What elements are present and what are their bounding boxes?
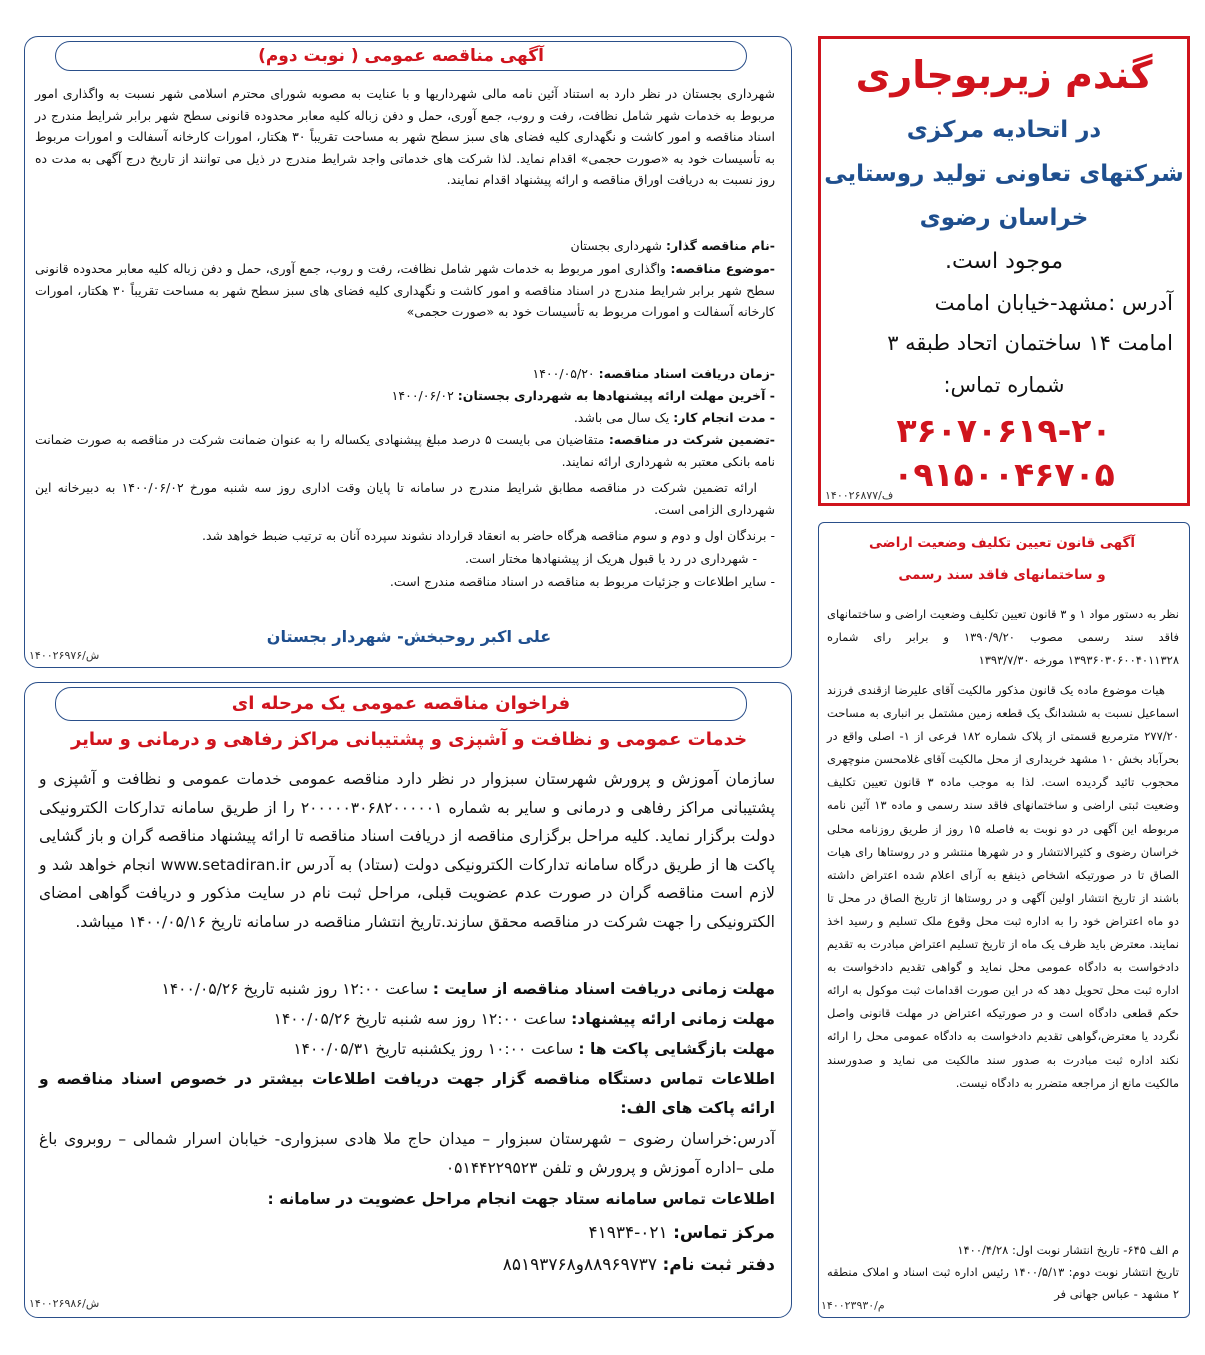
call-setad-heading: اطلاعات تماس سامانه ستاد جهت انجام مراحل عضویت در سامانه :: [267, 1190, 775, 1208]
call-code: ۱۴۰۰۲۶۹۸۶/ش: [29, 1297, 100, 1310]
land-title1: آگهی قانون تعیین تکلیف وضعیت اراضی: [869, 535, 1135, 551]
wheat-line1: در اتحادیه مرکزی: [906, 117, 1102, 143]
bid-label: مهلت زمانی ارائه پیشنهاد:: [571, 1010, 775, 1028]
wheat-title: گندم زیربوجاری: [855, 53, 1153, 97]
tender-duration: [35, 407, 775, 429]
land-paragraph-2: هیات موضوع ماده یک قانون مذکور مالکیت آقای علیرضا ازقندی فرزند اسماعیل نسبت به ششدانگ یک قطعه زمین مشتمل بر انباری به مساحت ۲۷۷/۲۰ مترمربع قسمتی از پلاک شماره ۱۸۲ فرعی از ۱- اصلی واقع در بحرآباد بخش ۱۰ مشهد خریداری از محل مالکیت آقای غلامحسن منوچهری محجوب تائید گردیده است. لذا به موجب ماده ۳ قانون تعیین تکلیف وضعیت ثبتی اراضی و ساختمانهای فاقد سند رسمی و ماده ۱۳ آئین نامه مربوطه این آگهی در دو نوبت به فاصله ۱۵ روز از طریق روزنامه محلی خراسان رضوی و کثیرالانتشار و در شهرها منتشر و در روستاها رای هیات الصاق تا در صورتیکه اشخاص ذینفع به آرای اعلام شده اعتراض داشته باشند از تاریخ انتشار اولین آگهی و در روستاها از تاریخ الصاق در محل تا دو ماه اعتراض خود را به اداره ثبت محل وقوع ملک تسلیم و رسید اخذ نمایند. معترض باید ظرف یک ماه از تاریخ تسلیم اعتراض مبادرت به تقدیم دادخواست به دادگاه عمومی محل نماید و گواهی تقدیم دادخواست به اداره ثبت محل تحویل دهد که در این صورت اقدامات ثبت موکول به ارائه حکم قطعی دادگاه است و در صورتیکه اعتراض در مهلت قانونی واصل نگردد یا معترض،گواهی تقدیم دادخواست به دادگاه عمومی محل را ارائه نکند اداره ثبت مبادرت به صدور سند مالکیت می نماید و صدورسند مالکیت مانع از مراجعه متضرر به دادگاه نیست.: [827, 683, 1180, 1090]
call-body: سازمان آموزش و پرورش شهرستان سبزوار در نظر دارد مناقصه عمومی خدمات عمومی و نظافت و آشپزی و پشتیبانی مراکز رفاهی و درمانی و سایر به شماره ۲۰۰۰۰۰۳۰۶۸۲۰۰۰۰۰۱ را از طریق سامانه تدارکات الکترونیکی دولت برگزار نماید. کلیه مراحل برگزاری مناقصه از دریافت اسناد مناقصه تا ارائه پیشنهاد مناقصه گران و باز گشایی پاکت ها از طریق درگاه سامانه تدارکات الکترونیکی دولت (ستاد) به آدرس www.setadiran.ir انجام خواهد شد و لازم است مناقصه گران در صورت عدم عضویت قبلی، مراحل ثبت نام در سایت مذکور و دریافت گواهی امضای الکترونیکی را جهت شرکت در مناقصه محقق سازند.تاریخ انتشار مناقصه در سامانه تاریخ ۱۴۰۰/۰۵/۱۶ میباشد.: [39, 770, 776, 931]
subject-value: واگذاری امور مربوط به خدمات شهر شامل نظافت، رفت و روب، جمع آوری، حمل و دفن زباله کلیه معابر محدوده قانونی سطح شهر برابر شرایط مندرج در اسناد مناقصه و امور کاشت و نگهداری کلیه فضای های سبز سطح شهر به مساحت تقریباً ۳۰ هکتار، امورات کارخانه آسفالت و امورات مربوط به تأسیسات خود به «صورت حجمی»: [35, 261, 775, 319]
deadline-value: ۱۴۰۰/۰۶/۰۲: [391, 388, 454, 403]
tender-code: ۱۴۰۰۲۶۹۷۶/ش: [29, 649, 100, 662]
doc-label: مهلت زمانی دریافت اسناد مناقصه از سایت :: [432, 980, 775, 998]
tender-submit-note: ارائه تضمین شرکت در مناقصه مطابق شرایط مندرج در سامانه تا پایان وقت اداری روز سه شنبه مورخ ۱۴۰۰/۰۶/۰۲ به دبیرخانه این شهرداری الزامی است.: [35, 480, 775, 517]
tender-signature: علی اکبر روحبخش- شهردار بجستان: [266, 627, 552, 646]
wheat-phone2: ۰۹۱۵۰۰۴۶۷۰۵: [893, 455, 1115, 494]
receive-label: -زمان دریافت اسناد مناقصه:: [598, 366, 775, 381]
land-law-notice: [818, 522, 1190, 1318]
center-label: مرکز تماس:: [673, 1223, 775, 1243]
tender-other-note: - سایر اطلاعات و جزئیات مربوط به مناقصه در اسناد مناقصه مندرج است.: [389, 574, 775, 589]
tender-title: آگهی مناقصه عمومی ( نوبت دوم): [258, 46, 544, 66]
call-contact-heading: اطلاعات تماس دستگاه مناقصه گزار جهت دریافت اطلاعات بیشتر در خصوص اسناد مناقصه و ارائه پاکت های الف:: [39, 1070, 775, 1117]
call-title-banner: [55, 687, 747, 721]
office-label: دفتر ثبت نام:: [662, 1255, 775, 1275]
tender-title-banner: [55, 41, 747, 71]
call-office-phone: [39, 1251, 775, 1279]
guarantee-value: متقاضیان می بایست ۵ درصد مبلغ پیشنهادی یکساله را به عنوان ضمانت شرکت در مناقصه به صورت ضمانت نامه بانکی معتبر به شهرداری ارائه نمایند.: [35, 432, 775, 469]
call-subtitle: خدمات عمومی و نظافت و آشپزی و پشتیبانی مراکز رفاهی و درمانی و سایر: [70, 729, 748, 750]
duration-label: - مدت انجام کار:: [673, 410, 775, 425]
subject-label: -موضوع مناقصه:: [670, 261, 775, 276]
land-first-publication: م الف ۶۴۵- تاریخ انتشار نوبت اول: ۱۴۰۰/۴/۲۸: [957, 1243, 1179, 1257]
open-label: مهلت بازگشایی پاکت ها :: [578, 1040, 775, 1058]
center-value: ۰۲۱-۴۱۹۳۴: [588, 1223, 668, 1243]
tender-call-sabzevar: [24, 682, 792, 1318]
receive-value: ۱۴۰۰/۰۵/۲۰: [532, 366, 595, 381]
wheat-phone1: ۳۶۰۷۰۶۱۹-۲۰: [896, 411, 1112, 450]
tender-receive-time: [35, 363, 775, 385]
tender-intro: شهرداری بجستان در نظر دارد به استناد آئین نامه مالی شهرداریها و با عنایت به مصوبه شورای محترم اسلامی شهر نسبت به واگذاری امور مربوط به خدمات شهر شامل نظافت، رفت و روب، جمع آوری، حمل و دفن زباله کلیه معابر محدوده قانونی سطح شهر برابر شرایط مندرج در اسناد مناقصه و امور کاشت و نگهداری کلیه فضای های سبز سطح شهر به مساحت تقریباً ۳۰ هکتار، امورات کارخانه آسفالت و امورات مربوط به تأسیسات خود به «صورت حجمی» اقدام نماید. لذا شرکت های خدماتی واجد شرایط مندرج در ذیل می توانند از تاریخ درج آگهی به مدت ده روز نسبت به دریافت اوراق مناقصه و ارائه پیشنهاد اقدام نمایند.: [35, 86, 775, 187]
land-title2: و ساختمانهای فاقد سند رسمی: [898, 567, 1106, 583]
call-doc-deadline: [39, 975, 775, 1004]
open-value: ساعت ۱۰:۰۰ روز یکشنبه تاریخ ۱۴۰۰/۰۵/۳۱: [293, 1040, 574, 1058]
wheat-address1: آدرس :مشهد-خیابان امامت: [934, 291, 1173, 315]
tender-winners-note: - برندگان اول و دوم و سوم مناقصه هرگاه حاضر به انعقاد قرارداد نشوند سپرده آنان به ترتیب ضبط خواهد شد.: [202, 528, 775, 543]
wheat-notice: [818, 36, 1190, 506]
tender-subject: [35, 258, 775, 323]
doc-value: ساعت ۱۲:۰۰ روز شنبه تاریخ ۱۴۰۰/۰۵/۲۶: [161, 980, 428, 998]
call-bid-deadline: [39, 1005, 775, 1034]
bid-value: ساعت ۱۲:۰۰ روز سه شنبه تاریخ ۱۴۰۰/۰۵/۲۶: [273, 1010, 567, 1028]
land-code: ۱۴۰۰۲۳۹۳۰/م: [821, 1299, 885, 1312]
call-address: آدرس:خراسان رضوی – شهرستان سبزوار – میدان حاج ملا هادی سبزواری- خیابان اسرار شمالی – روبروی باغ ملی –اداره آموزش و پرورش و تلفن ۰۵۱۴۴۲۲۹۵۲۳: [39, 1130, 775, 1177]
tender-deadline: [35, 385, 775, 407]
wheat-line4: موجود است.: [944, 249, 1064, 274]
call-open-deadline: [39, 1035, 775, 1064]
tender-guarantee: [35, 429, 775, 472]
duration-value: یک سال می باشد.: [573, 410, 670, 425]
wheat-code: ۱۴۰۰۲۶۸۷۷/ف: [825, 489, 894, 502]
deadline-label: - آخرین مهلت ارائه پیشنهادها به شهرداری بجستان:: [457, 388, 775, 403]
organizer-label: -نام مناقصه گذار:: [665, 238, 775, 253]
tender-organizer: [35, 235, 775, 257]
call-center-phone: [39, 1219, 775, 1247]
wheat-line3: خراسان رضوی: [919, 205, 1089, 231]
tender-reject-note: - شهرداری در رد یا قبول هریک از پیشنهادها مختار است.: [465, 551, 757, 566]
wheat-address2: امامت ۱۴ ساختمان اتحاد طبقه ۳: [887, 331, 1173, 355]
organizer-value: شهرداری بجستان: [570, 238, 662, 253]
land-paragraph-1: نظر به دستور مواد ۱ و ۳ قانون تعیین تکلیف وضعیت اراضی و ساختمانهای فاقد سند رسمی مصوب ۱۳۹۰/۹/۲۰ و برابر رای شماره ۱۳۹۳۶۰۳۰۶۰۰۴۰۱۱۳۲۸ مورخه ۱۳۹۳/۷/۳۰: [827, 607, 1179, 667]
wheat-phone-label: شماره تماس:: [943, 373, 1065, 397]
guarantee-label: -تضمین شرکت در مناقصه:: [608, 432, 775, 447]
wheat-line2: شرکتهای تعاونی تولید روستایی: [824, 161, 1184, 187]
land-second-publication: تاریخ انتشار نوبت دوم: ۱۴۰۰/۵/۱۳ رئیس اداره ثبت اسناد و املاک منطقه ۲ مشهد - عباس جهانی فر: [827, 1265, 1179, 1301]
office-value: ۸۸۹۶۹۷۳۷و۸۵۱۹۳۷۶۸: [502, 1255, 658, 1275]
tender-notice-bajestan: [24, 36, 792, 668]
call-title: فراخوان مناقصه عمومی یک مرحله ای: [231, 693, 571, 714]
